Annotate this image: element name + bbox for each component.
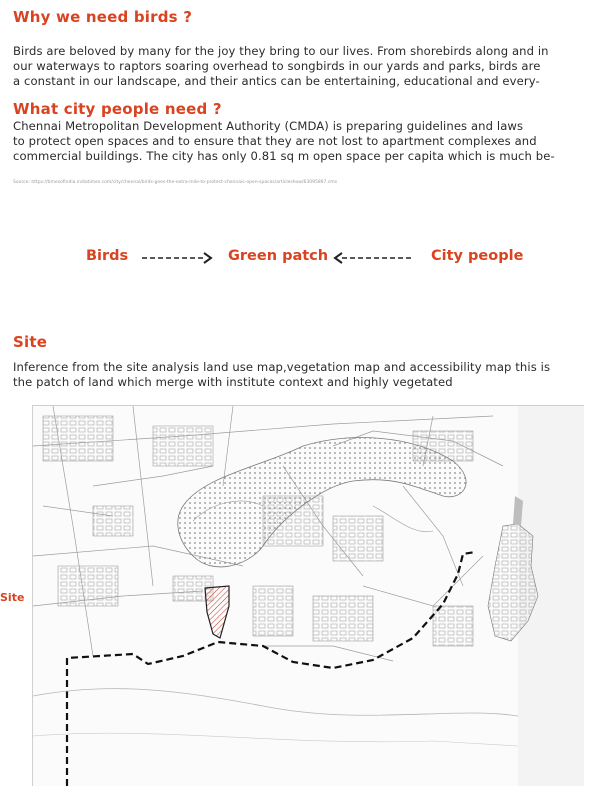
- text-line: the patch of land which merge with institute context and highly vegetated: [13, 375, 453, 389]
- source-citation: Source: https://timesofindia.indiatimes.com/city/chennai/birds-goes-the-extra-mile-to-protect-chennais-open-spaces/articleshow/63095897.cms: [13, 180, 338, 185]
- site-map-drawing: [33, 406, 584, 786]
- heading-site: Site: [13, 333, 48, 351]
- paragraph-why-birds: [13, 44, 581, 89]
- text-line: Birds are beloved by many for the joy they bring to our lives. From shorebirds along and in: [13, 44, 549, 58]
- site-map: [32, 405, 584, 786]
- text-line: Chennai Metropolitan Development Authority (CMDA) is preparing guidelines and laws: [13, 119, 524, 133]
- paragraph-site: [13, 360, 581, 390]
- flow-label-city-people: City people: [431, 248, 524, 264]
- text-line: to protect open spaces and to ensure that they are not lost to apartment complexes and: [13, 134, 537, 148]
- flow-label-birds: Birds: [86, 248, 129, 264]
- text-line: a constant in our landscape, and their antics can be entertaining, educational and every-: [13, 74, 540, 88]
- dashed-arrow-left-icon: [332, 250, 416, 266]
- text-line: our waterways to raptors soaring overhead to songbirds in our yards and parks, birds are: [13, 59, 541, 73]
- paragraph-city-people: [13, 119, 581, 164]
- flow-label-green-patch: Green patch: [228, 248, 329, 264]
- heading-why-birds: Why we need birds ?: [13, 8, 193, 26]
- heading-city-people: What city people need ?: [13, 100, 222, 118]
- text-line: commercial buildings. The city has only 0.81 sq m open space per capita which is much be-: [13, 149, 555, 163]
- edge-site-label: Site: [0, 591, 25, 604]
- dashed-arrow-right-icon: [140, 250, 218, 266]
- text-line: Inference from the site analysis land use map,vegetation map and accessibility map this is: [13, 360, 551, 374]
